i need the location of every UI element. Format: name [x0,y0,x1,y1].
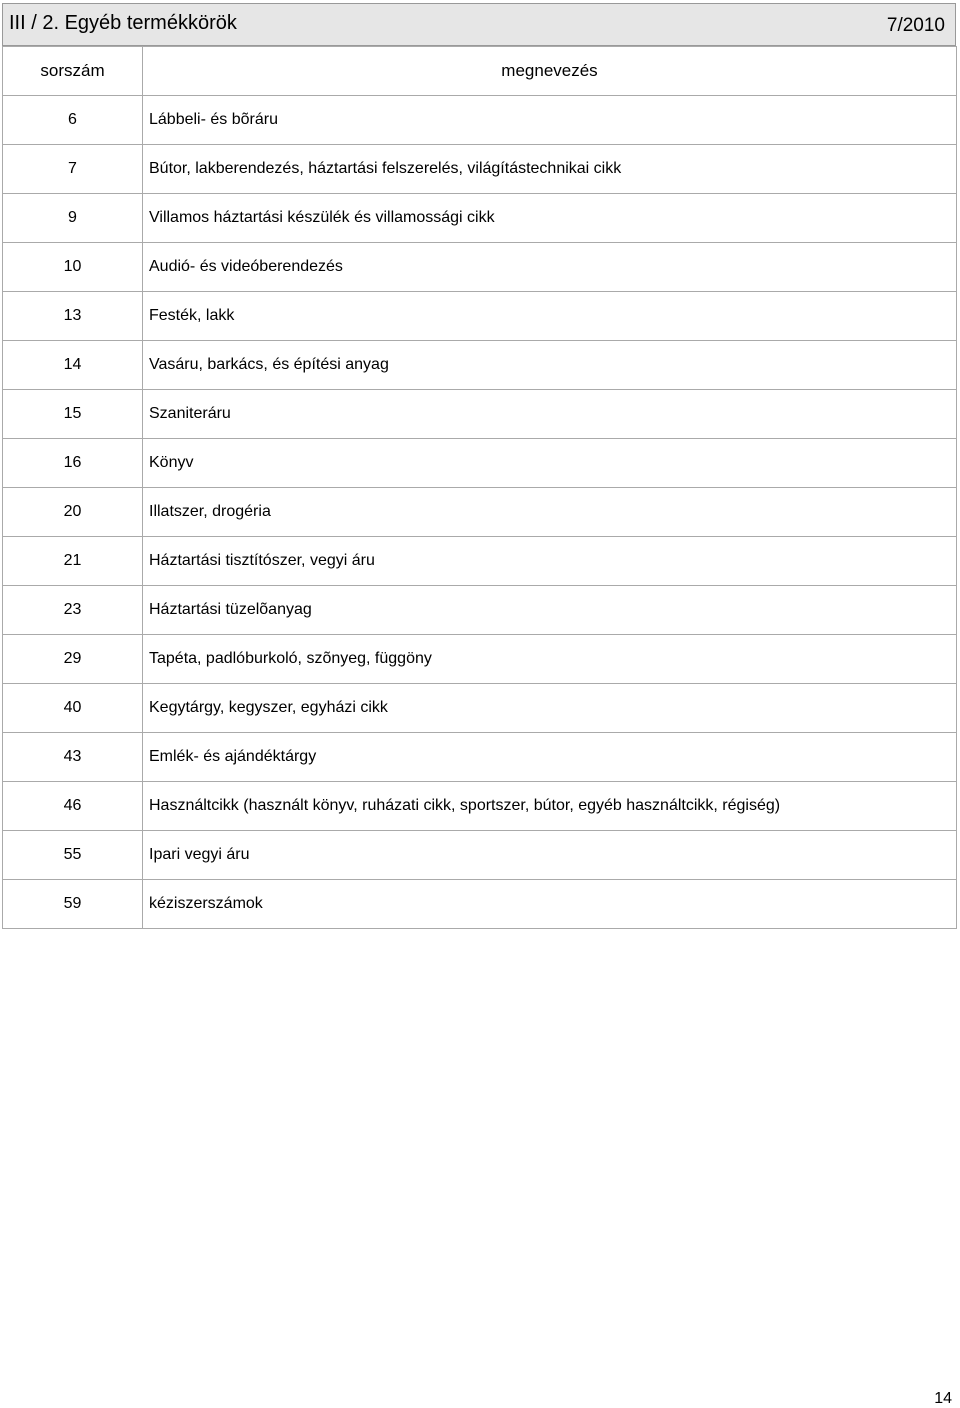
table-row [3,684,957,733]
column-header-number: sorszám [3,47,143,96]
table-row [3,537,957,586]
table-row [3,488,957,537]
row-name: Háztartási tüzelõanyag [143,586,957,635]
row-name: Háztartási tisztítószer, vegyi áru [143,537,957,586]
row-number: 29 [3,635,143,684]
row-number: 6 [3,96,143,145]
table-body [3,96,957,929]
table-row [3,96,957,145]
table-row [3,635,957,684]
table-row [3,439,957,488]
table-row [3,243,957,292]
table-row [3,782,957,831]
row-number: 43 [3,733,143,782]
row-number: 15 [3,390,143,439]
row-name: Kegytárgy, kegyszer, egyházi cikk [143,684,957,733]
table-row [3,341,957,390]
table-row [3,586,957,635]
table-row [3,390,957,439]
table-row [3,194,957,243]
row-name: Emlék- és ajándéktárgy [143,733,957,782]
table-row [3,733,957,782]
section-title: III / 2. Egyéb termékkörök [9,12,237,34]
row-name: Használtcikk (használt könyv, ruházati cikk, sportszer, bútor, egyéb használtcikk, régiség) [143,782,957,831]
row-number: 23 [3,586,143,635]
page-number: 14 [934,1390,952,1407]
row-number: 16 [3,439,143,488]
row-number: 59 [3,880,143,929]
row-number: 10 [3,243,143,292]
row-name: Könyv [143,439,957,488]
row-name: Illatszer, drogéria [143,488,957,537]
row-name: Bútor, lakberendezés, háztartási felszerelés, világítástechnikai cikk [143,145,957,194]
row-number: 46 [3,782,143,831]
row-name: Festék, lakk [143,292,957,341]
row-name: Ipari vegyi áru [143,831,957,880]
row-name: Audió- és videóberendezés [143,243,957,292]
section-date: 7/2010 [886,15,945,36]
row-name: Villamos háztartási készülék és villamossági cikk [143,194,957,243]
row-name: Szaniteráru [143,390,957,439]
table-row [3,831,957,880]
row-number: 9 [3,194,143,243]
row-name: kéziszerszámok [143,880,957,929]
row-name: Lábbeli- és bõráru [143,96,957,145]
row-number: 7 [3,145,143,194]
product-category-table [2,46,957,929]
row-number: 55 [3,831,143,880]
row-number: 20 [3,488,143,537]
row-number: 14 [3,341,143,390]
table-row [3,145,957,194]
table-header-row [3,47,957,96]
row-name: Vasáru, barkács, és építési anyag [143,341,957,390]
row-number: 40 [3,684,143,733]
row-number: 21 [3,537,143,586]
section-header [2,3,956,46]
column-header-name: megnevezés [143,47,957,96]
table-row [3,880,957,929]
row-number: 13 [3,292,143,341]
row-name: Tapéta, padlóburkoló, szõnyeg, függöny [143,635,957,684]
table-row [3,292,957,341]
